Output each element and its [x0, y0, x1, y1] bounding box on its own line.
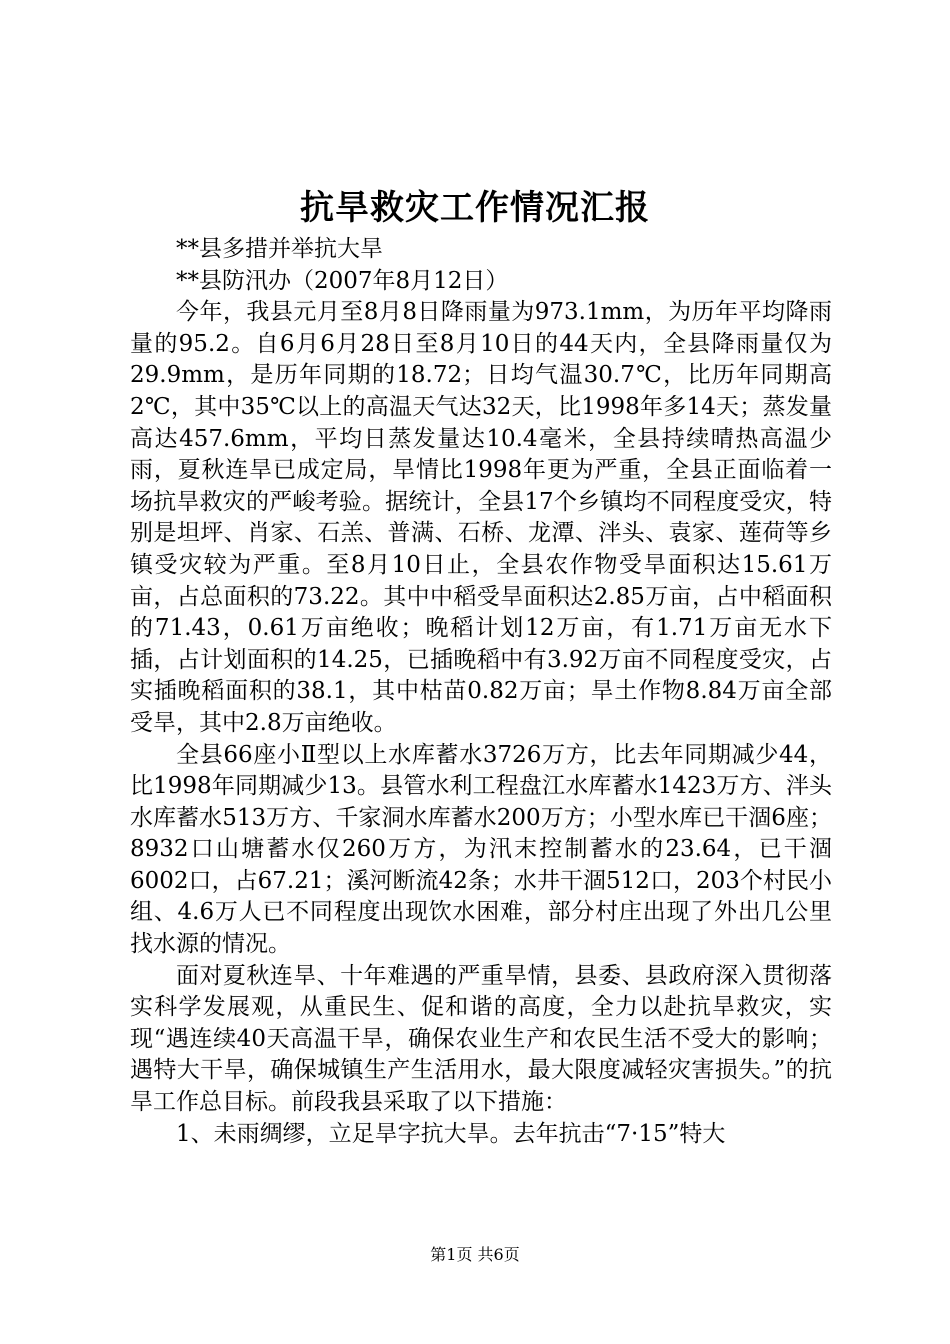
author-date-line: **县防汛办（2007年8月12日） [176, 267, 509, 294]
paragraph: 面对夏秋连旱、十年难遇的严重旱情，县委、县政府深入贯彻落实科学发展观，从重民生、促和谐的高度，全力以赴抗旱救灾，实现“遇连续40天高温干旱，确保农业生产和农民生活不受大的影响；遇特大干旱，确保城镇生产生活用水，最大限度减轻灾害损失。”的抗旱工作总目标。前段我县采取了以下措施： [130, 962, 832, 1116]
document-body [130, 234, 832, 1150]
paragraph: 今年，我县元月至8月8日降雨量为973.1mm，为历年平均降雨量的95.2。自6月6月28日至8月10日的44天内，全县降雨量仅为29.9mm，是历年同期的18.72；日均气温30.7℃，比历年同期高2℃，其中35℃以上的高温天气达32天，比1998年多14天；蒸发量高达457.6mm，平均日蒸发量达10.4毫米，全县持续晴热高温少雨，夏秋连旱已成定局，旱情比1998年更为严重，全县正面临着一场抗旱救灾的严峻考验。据统计，全县17个乡镇均不同程度受灾，特别是坦坪、肖家、石羔、普满、石桥、龙潭、泮头、袁家、莲荷等乡镇受灾较为严重。至8月10日止，全县农作物受旱面积达15.61万亩，占总面积的73.22。其中中稻受旱面积达2.85万亩，占中稻面积的71.43，0.61万亩绝收；晚稻计划12万亩，有1.71万亩无水下插，占计划面积的14.25，已插晚稻中有3.92万亩不同程度受灾，占实插晚稻面积的38.1，其中枯苗0.82万亩；旱土作物8.84万亩全部受旱，其中2.8万亩绝收。 [130, 299, 832, 736]
paragraph: 1、未雨绸缪，立足旱字抗大旱。去年抗击“7·15”特大 [176, 1120, 726, 1147]
page-title: 抗旱救灾工作情况汇报 [300, 188, 650, 228]
subtitle-line: **县多措并举抗大旱 [176, 236, 383, 262]
paragraph: 全县66座小Ⅱ型以上水库蓄水3726万方，比去年同期减少44，比1998年同期减少13。县管水利工程盘江水库蓄水1423万方、泮头水库蓄水513万方、千家洞水库蓄水200万方；小型水库已干涸6座；8932口山塘蓄水仅260万方，为汛末控制蓄水的23.64，已干涸6002口，占67.21；溪河断流42条；水井干涸512口，203个村民小组、4.6万人已不同程度出现饮水困难，部分村庄出现了外出几公里找水源的情况。 [130, 741, 832, 958]
page-footer: 第1页 共6页 [430, 1245, 520, 1264]
